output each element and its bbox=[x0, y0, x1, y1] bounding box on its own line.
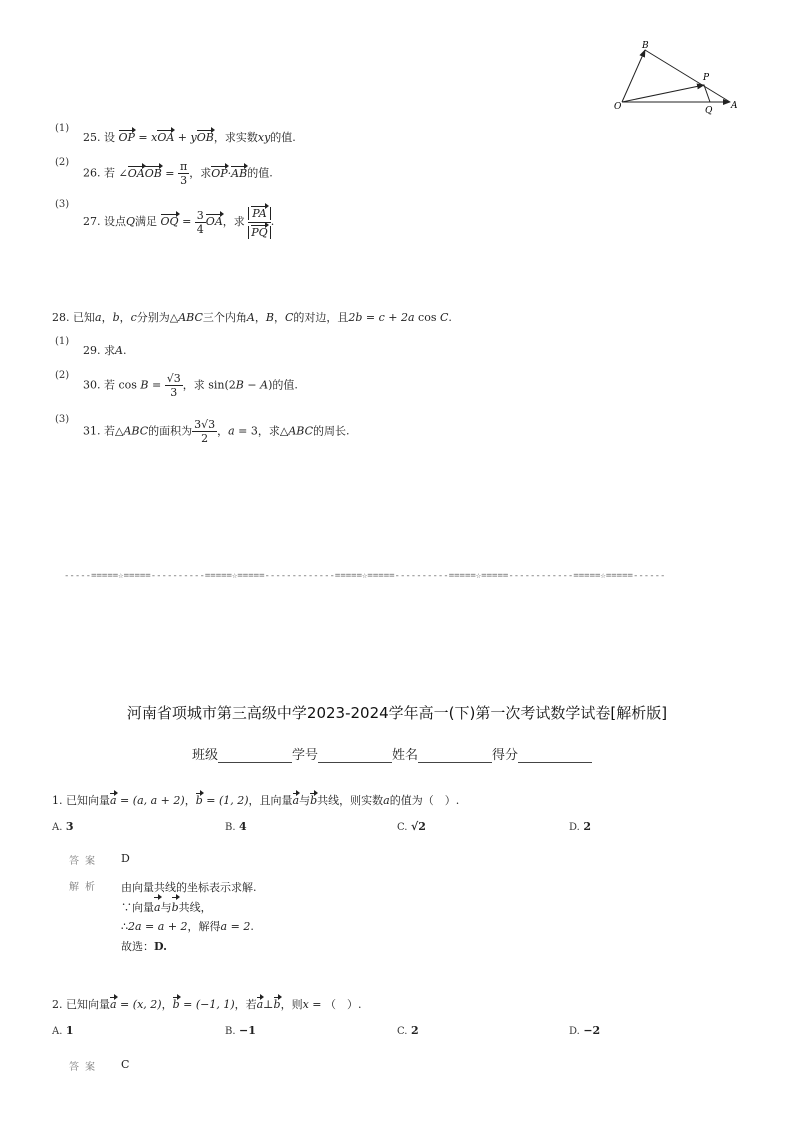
label-q: Q bbox=[705, 106, 713, 116]
name-blank[interactable] bbox=[418, 749, 492, 763]
q1-answer: D bbox=[121, 852, 130, 865]
info-score-label: 得分 bbox=[492, 748, 519, 763]
q2-answer: C bbox=[121, 1058, 130, 1071]
label-p: P bbox=[703, 73, 710, 83]
label-o: O bbox=[614, 102, 622, 112]
q2-option-d[interactable]: D. −2 bbox=[569, 1024, 601, 1037]
q1-option-b[interactable]: B. 4 bbox=[225, 820, 247, 833]
id-blank[interactable] bbox=[318, 749, 392, 763]
triangle-figure bbox=[612, 38, 742, 118]
sub-marker-28-1: (1) bbox=[55, 336, 70, 347]
student-info-row bbox=[192, 744, 592, 763]
q2-answer-label: 答案 bbox=[69, 1062, 101, 1073]
sub-marker-3: (3) bbox=[55, 199, 70, 210]
q2-option-c[interactable]: C. 2 bbox=[397, 1024, 419, 1037]
q2-option-a[interactable]: A. 1 bbox=[52, 1024, 74, 1037]
segment-op bbox=[622, 85, 704, 102]
sub-marker-28-3: (3) bbox=[55, 414, 70, 425]
q1-analysis-label: 解析 bbox=[69, 882, 101, 893]
question-30: 30. 若 cos B = $\frac{√3}{3}$ ，求 sin(2B − A)的值. bbox=[83, 372, 298, 399]
question-27: 27. 设点Q满足 OQ = $\frac{3}{4}$ OA，求 $\frac{PA}{PQ}$ . bbox=[83, 207, 275, 239]
q1-option-d[interactable]: D. 2 bbox=[569, 820, 591, 833]
sub-marker-1: (1) bbox=[55, 123, 70, 134]
sub-marker-2: (2) bbox=[55, 157, 70, 168]
question-25: 25. 设 OP = xOA + yOB，求实数xy的值. bbox=[83, 131, 296, 144]
sub-marker-28-2: (2) bbox=[55, 370, 70, 381]
info-id-label: 学号 bbox=[292, 748, 319, 763]
q2-option-b[interactable]: B. −1 bbox=[225, 1024, 256, 1037]
info-class-label: 班级 bbox=[192, 748, 219, 763]
section-divider: -----=====☆=====----------=====☆=====-------------=====☆=====----------=====☆=====------------=====☆=====------ bbox=[64, 571, 666, 581]
score-blank[interactable] bbox=[518, 749, 592, 763]
question-2-stem: 2. 已知向量a = (x, 2)，b = (−1, 1)，若a⊥b，则x = （ ）. bbox=[52, 998, 362, 1011]
question-26: 26. 若 ∠OAOB = $\frac{\pi}{3}$ ，求OP·AB的值. bbox=[83, 160, 273, 187]
question-1-stem: 1. 已知向量a = (a, a + 2)，b = (1, 2)，且向量a与b共线，则实数a的值为（ ）. bbox=[52, 794, 460, 807]
label-b: B bbox=[642, 41, 649, 51]
info-name-label: 姓名 bbox=[392, 748, 419, 763]
q1-analysis: 由向量共线的坐标表示求解. ∵向量a与b共线， ∴2a = a + 2，解得a = 2. 故选：D. bbox=[121, 881, 257, 953]
q1-option-c[interactable]: C. √2 bbox=[397, 820, 426, 833]
question-28-stem: 28. 已知a，b，c分别为△ABC三个内角A，B，C的对边，且2b = c + 2a cos C. bbox=[52, 311, 452, 324]
exam-title: 河南省项城市第三高级中学2023-2024学年高一(下)第一次考试数学试卷[解析版] bbox=[126, 704, 668, 722]
question-31: 31. 若△ABC的面积为 $\frac{3√3}{2}$ ，a = 3，求△ABC的周长. bbox=[83, 418, 350, 445]
q1-option-a[interactable]: A. 3 bbox=[52, 820, 74, 833]
q1-answer-label: 答案 bbox=[69, 856, 101, 867]
question-29: 29. 求A. bbox=[83, 344, 127, 357]
class-blank[interactable] bbox=[218, 749, 292, 763]
segment-ob bbox=[622, 50, 645, 102]
label-a: A bbox=[731, 101, 738, 111]
